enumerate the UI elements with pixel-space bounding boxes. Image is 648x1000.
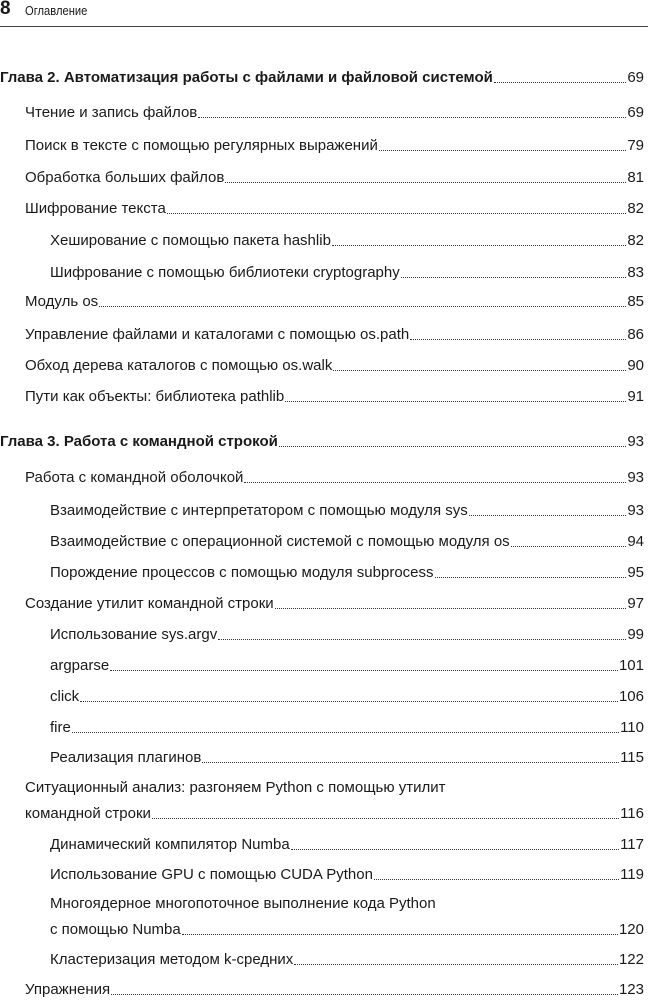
toc-title: Хеширование с помощью пакета hashlib (50, 232, 331, 249)
dot-leader (275, 608, 627, 609)
toc-page-number: 101 (618, 657, 644, 674)
toc-title: Взаимодействие с интерпретатором с помощью модуля sys (50, 502, 468, 519)
dot-leader (374, 879, 619, 880)
dot-leader (285, 401, 626, 402)
toc-entry-numba-jit[interactable] (50, 833, 644, 855)
toc-title: Создание утилит командной строки (25, 595, 274, 612)
dot-leader (333, 370, 626, 371)
dot-leader (244, 482, 626, 483)
toc-entry-pathlib[interactable] (25, 385, 644, 407)
toc-page-number: 93 (627, 469, 644, 486)
toc-title: Упражнения (25, 981, 111, 998)
dot-leader (410, 339, 626, 340)
toc-entry-cli-utilities[interactable] (25, 592, 644, 614)
dot-leader (182, 934, 618, 935)
dot-leader (167, 213, 627, 214)
toc-page-number: 94 (627, 533, 644, 550)
dot-leader (152, 818, 619, 819)
toc-entry-shell[interactable] (25, 466, 644, 488)
dot-leader (99, 306, 626, 307)
toc-entry-multicore-line1[interactable]: Многоядерное многопоточное выполнение кода Python (50, 895, 436, 912)
dot-leader (72, 732, 619, 733)
dot-leader (198, 117, 626, 118)
toc-entry-sys-argv[interactable] (50, 623, 644, 645)
toc-entry-text-encryption[interactable] (25, 197, 644, 219)
toc-title: Использование GPU с помощью CUDA Python (50, 866, 373, 883)
toc-entry-os-path[interactable] (25, 323, 644, 345)
toc-entry-os-walk[interactable] (25, 354, 644, 376)
dot-leader (401, 277, 627, 278)
toc-title: Реализация плагинов (50, 749, 202, 766)
toc-page-number: 120 (618, 921, 644, 938)
toc-title: Управление файлами и каталогами с помощью os.path (25, 326, 410, 343)
toc-entry-case-study-line1[interactable]: Ситуационный анализ: разгоняем Python с помощью утилит (25, 779, 446, 796)
dot-leader (494, 82, 626, 83)
toc-page-number: 123 (618, 981, 644, 998)
toc-page-number: 116 (620, 805, 644, 822)
toc-entry-exercises[interactable] (25, 978, 644, 1000)
toc-title: с помощью Numba (50, 921, 181, 938)
toc-entry-regex-search[interactable] (25, 134, 644, 156)
toc-chapter-2[interactable] (0, 66, 644, 88)
dot-leader (111, 994, 618, 995)
toc-page-number: 115 (620, 749, 644, 766)
toc-title: Обход дерева каталогов с помощью os.walk (25, 357, 333, 374)
toc-page-number: 83 (627, 264, 644, 281)
toc-title: Использование sys.argv (50, 626, 218, 643)
toc-title: Пути как объекты: библиотека pathlib (25, 388, 285, 405)
dot-leader (511, 546, 627, 547)
toc-entry-multicore[interactable] (50, 918, 644, 940)
toc-entry-reading-writing-files[interactable] (25, 101, 644, 123)
dot-leader (294, 964, 618, 965)
toc-entry-kmeans[interactable] (50, 948, 644, 970)
dot-leader (225, 182, 626, 183)
toc-page-number: 69 (627, 104, 644, 121)
dot-leader (218, 639, 626, 640)
toc-page-number: 93 (627, 433, 644, 450)
dot-leader (379, 150, 626, 151)
toc-page-number: 69 (627, 69, 644, 86)
toc-title: Шифрование с помощью библиотеки cryptography (50, 264, 400, 281)
toc-entry-subprocess[interactable] (50, 561, 644, 583)
toc-title: Глава 3. Работа с командной строкой (0, 433, 278, 450)
toc-entry-large-files[interactable] (25, 166, 644, 188)
toc-page-number: 85 (627, 293, 644, 310)
toc-title: Динамический компилятор Numba (50, 836, 290, 853)
toc-page-number: 91 (627, 388, 644, 405)
page-header (0, 0, 648, 27)
dot-leader (202, 762, 619, 763)
toc-entry-sys-module[interactable] (50, 499, 644, 521)
toc-entry-cryptography[interactable] (50, 261, 644, 283)
toc-page-number: 122 (618, 951, 644, 968)
running-title: Оглавление (25, 3, 88, 18)
toc-page-number: 82 (627, 200, 644, 217)
toc-page-number: 119 (620, 866, 644, 883)
toc-page-number: 81 (627, 169, 644, 186)
page-number: 8 (0, 0, 11, 19)
toc-title: click (50, 688, 80, 705)
toc-chapter-3[interactable] (0, 430, 644, 452)
toc-title: Поиск в тексте с помощью регулярных выражений (25, 137, 378, 154)
toc-page-number: 106 (618, 688, 644, 705)
dot-leader (332, 245, 626, 246)
toc-title: командной строки (25, 805, 151, 822)
toc-page-number: 95 (627, 564, 644, 581)
toc-entry-cuda-python[interactable] (50, 863, 644, 885)
toc-page-number: 110 (620, 719, 644, 736)
toc-title: Работа с командной оболочкой (25, 469, 244, 486)
toc-page-number: 82 (627, 232, 644, 249)
toc-entry-fire[interactable] (50, 716, 644, 738)
dot-leader (279, 446, 626, 447)
toc-entry-plugins[interactable] (50, 746, 644, 768)
toc-entry-argparse[interactable] (50, 654, 644, 676)
toc-title: Шифрование текста (25, 200, 166, 217)
toc-entry-click[interactable] (50, 685, 644, 707)
toc-page-number: 79 (627, 137, 644, 154)
toc-title: argparse (50, 657, 110, 674)
dot-leader (469, 515, 627, 516)
toc-title: Обработка больших файлов (25, 169, 225, 186)
toc-title: Взаимодействие с операционной системой с помощью модуля os (50, 533, 510, 550)
toc-entry-os-module[interactable] (25, 290, 644, 312)
toc-page-number: 90 (627, 357, 644, 374)
toc-title: fire (50, 719, 71, 736)
toc-title: Глава 2. Автоматизация работы с файлами и файловой системой (0, 69, 493, 86)
dot-leader (80, 701, 618, 702)
toc-entry-case-study[interactable] (25, 802, 644, 824)
toc-entry-hashlib[interactable] (50, 229, 644, 251)
toc-title: Кластеризация методом k-средних (50, 951, 294, 968)
toc-title: Порождение процессов с помощью модуля subprocess (50, 564, 434, 581)
dot-leader (110, 670, 618, 671)
toc-page-number: 93 (627, 502, 644, 519)
toc-page-number: 97 (627, 595, 644, 612)
dot-leader (435, 577, 627, 578)
toc-page-number: 99 (627, 626, 644, 643)
toc-title: Модуль os (25, 293, 99, 310)
toc-page-number: 117 (620, 836, 644, 853)
dot-leader (291, 849, 619, 850)
toc-title: Чтение и запись файлов (25, 104, 198, 121)
toc-page-number: 86 (627, 326, 644, 343)
toc-entry-os-interaction[interactable] (50, 530, 644, 552)
